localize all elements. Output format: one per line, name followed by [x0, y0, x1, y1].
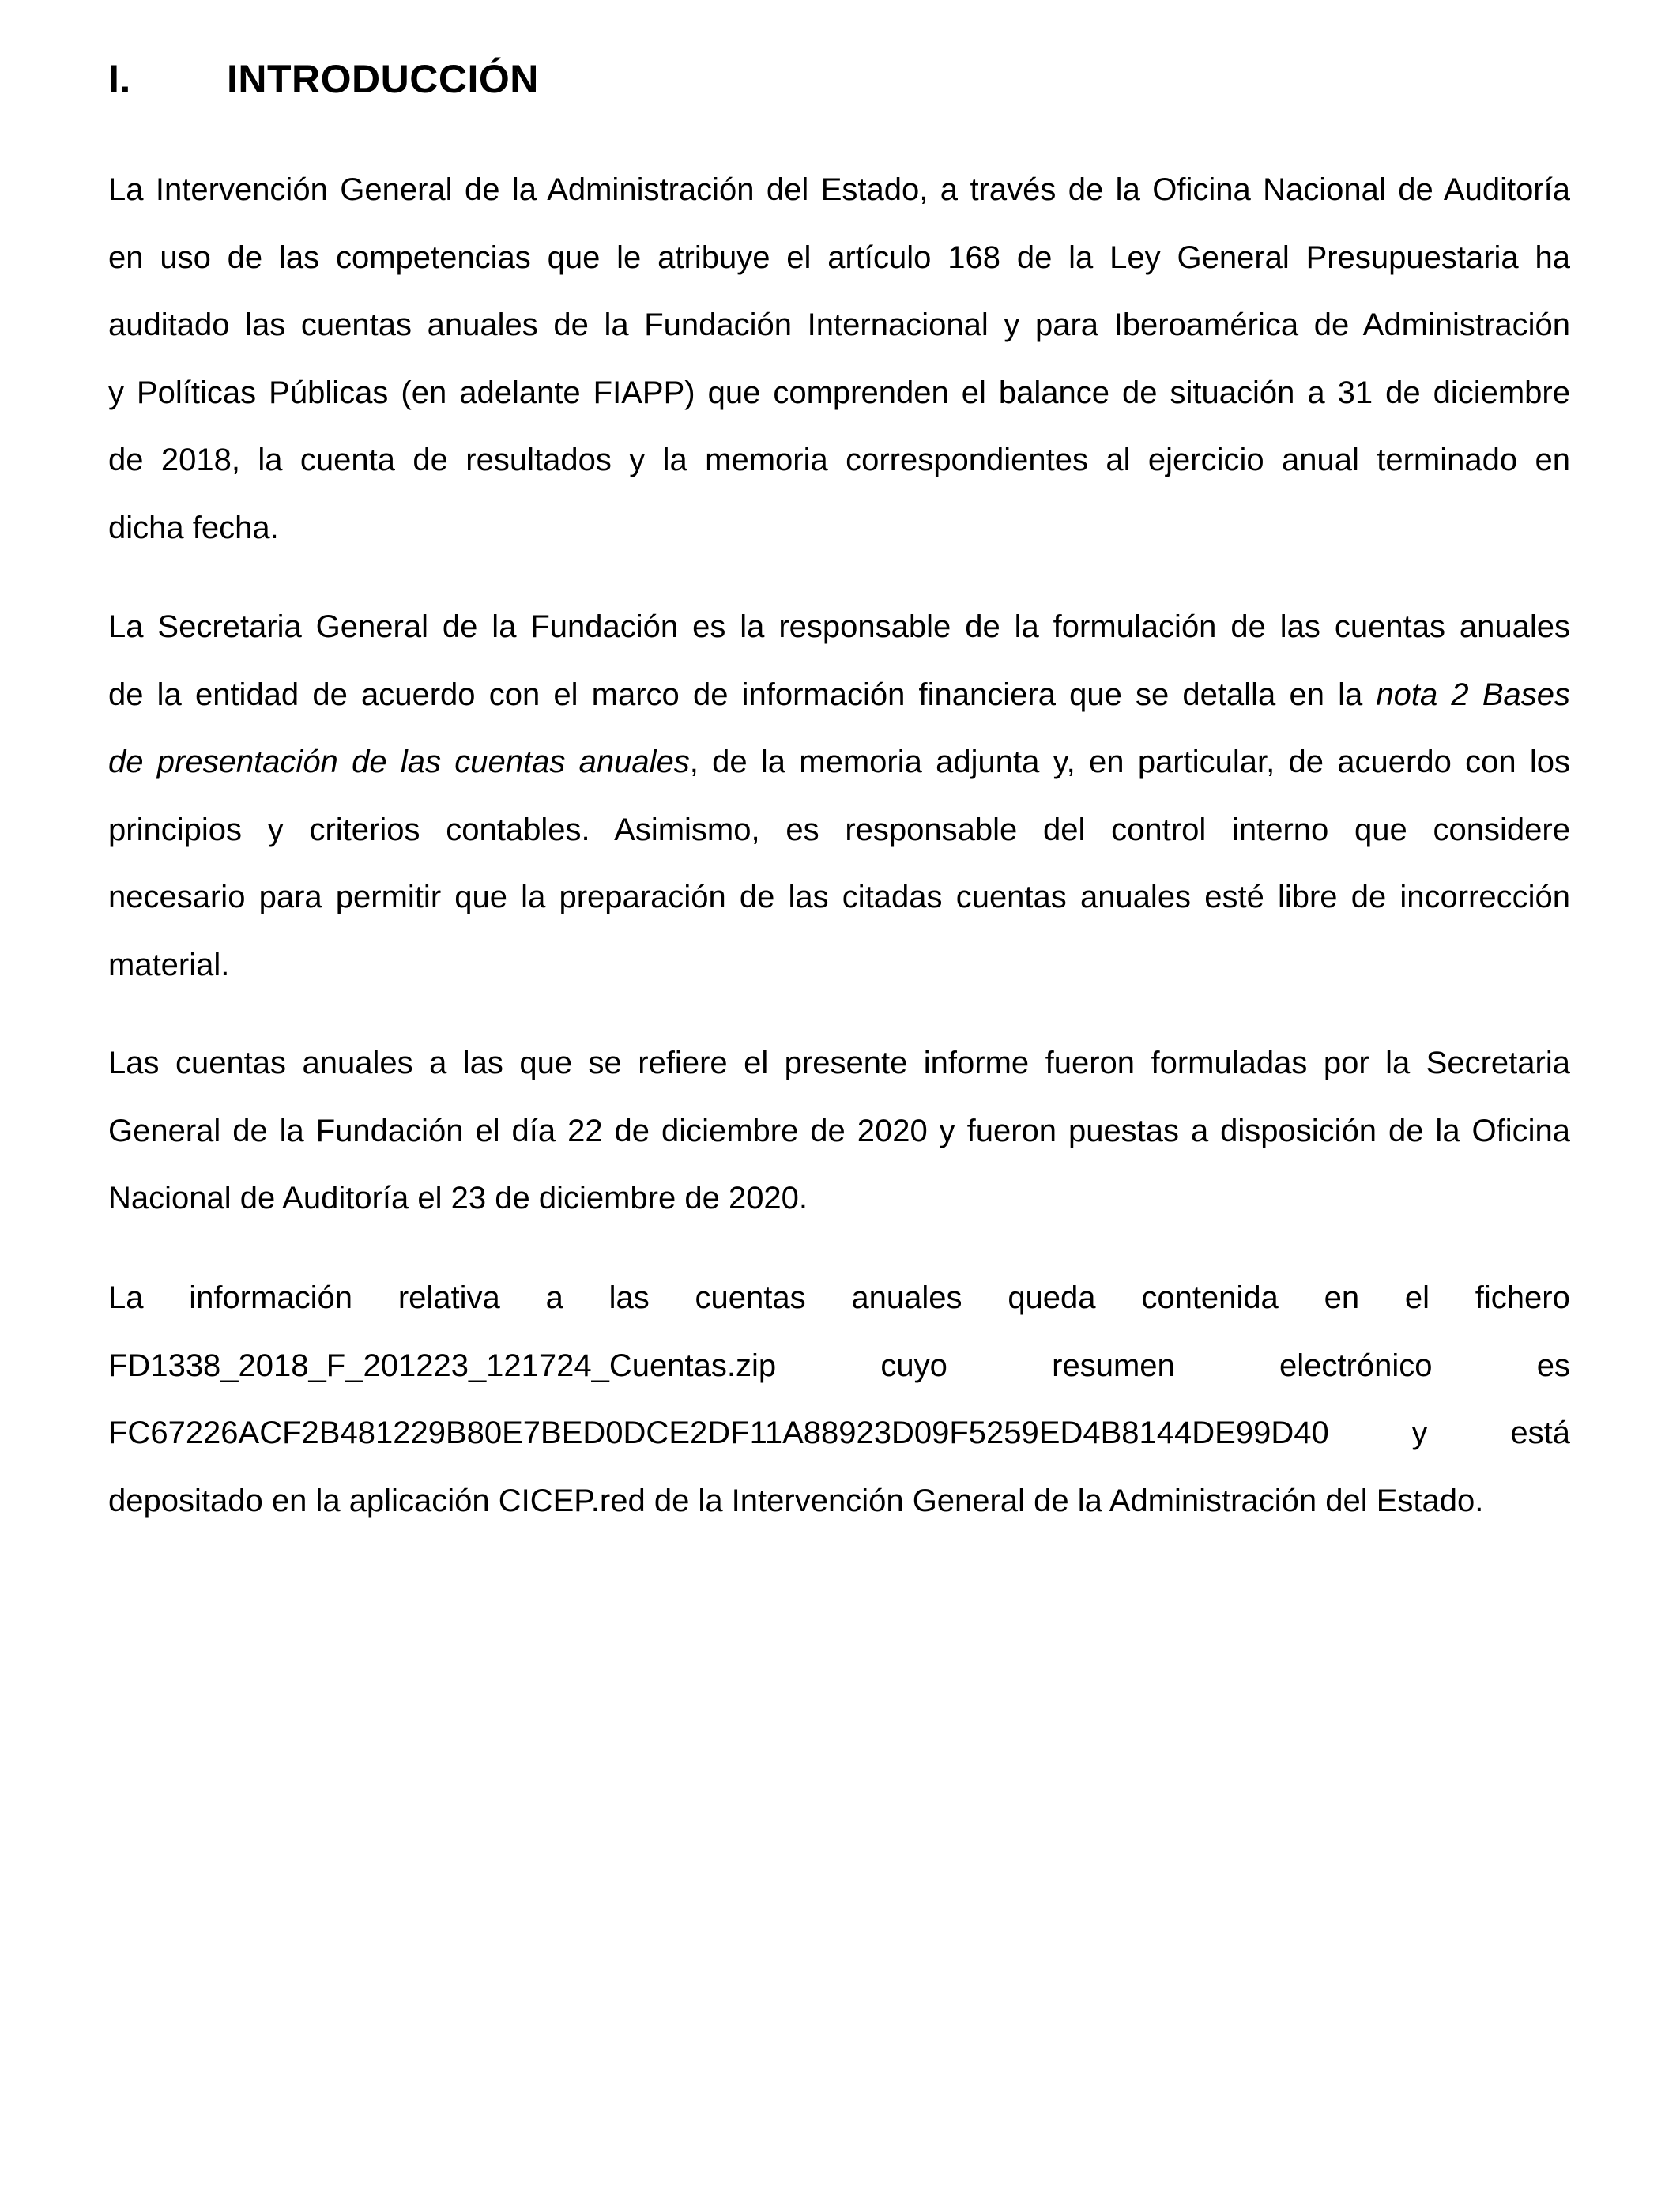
paragraph-line [108, 1333, 1570, 1400]
file-name: FD1338_2018_F_201223_121724_Cuentas.zip [108, 1348, 777, 1383]
paragraph-responsabilidad [108, 594, 1570, 999]
section-heading [108, 49, 539, 109]
word: a [545, 1280, 563, 1315]
word: las [608, 1280, 650, 1315]
word: cuentas [695, 1280, 806, 1315]
paragraph-line [108, 662, 1570, 729]
word: queda [1008, 1280, 1096, 1315]
word: anuales [851, 1280, 962, 1315]
word: La [108, 1280, 144, 1315]
paragraph-line: Nacional de Auditoría el 23 de diciembre de 2020. [108, 1181, 808, 1216]
word: es [1536, 1348, 1570, 1383]
word: relativa [397, 1280, 500, 1315]
file-hash: FC67226ACF2B481229B80E7BED0DCE2DF11A88923D09F5259ED4B8144DE99D40 [108, 1416, 1329, 1450]
paragraph-line [108, 1400, 1570, 1468]
paragraph-line: General de la Fundación el día 22 de diciembre de 2020 y fueron puestas a disposición de la Oficina [108, 1113, 1570, 1148]
italic-reference: de presentación de las cuentas anuales [108, 745, 690, 779]
paragraph-line: auditado las cuentas anuales de la Fundación Internacional y para Iberoamérica de Administración [108, 307, 1570, 342]
paragraph-line: Las cuentas anuales a las que se refiere el presente informe fueron formuladas por la Secretaria [108, 1046, 1570, 1080]
paragraph-line: dicha fecha. [108, 510, 279, 545]
paragraph-fichero [108, 1265, 1570, 1535]
word: resumen [1052, 1348, 1175, 1383]
word: fichero [1475, 1280, 1570, 1315]
paragraph-line: y Políticas Públicas (en adelante FIAPP) que comprenden el balance de situación a 31 de diciembre [108, 375, 1570, 410]
text-run: , de la memoria adjunta y, en particular, de acuerdo con los [689, 745, 1570, 779]
paragraph-line: principios y criterios contables. Asimismo, es responsable del control interno que considere [108, 812, 1570, 847]
italic-reference: nota 2 Bases [1376, 677, 1570, 712]
word: información [189, 1280, 353, 1315]
paragraph-line: en uso de las competencias que le atribuye el artículo 168 de la Ley General Presupuestaria ha [108, 239, 1570, 275]
paragraph-line: La Secretaria General de la Fundación es la responsable de la formulación de las cuentas anuales [108, 609, 1570, 644]
paragraph-line [108, 1265, 1570, 1333]
section-number: I. [108, 57, 131, 101]
paragraph-line: material. [108, 947, 230, 982]
word: contenida [1141, 1280, 1279, 1315]
word: electrónico [1279, 1348, 1433, 1383]
word: cuyo [880, 1348, 947, 1383]
paragraph-auditoria [108, 156, 1570, 562]
paragraph-line: La Intervención General de la Administración del Estado, a través de la Oficina Nacional de Auditoría [108, 172, 1570, 207]
text-run: de la entidad de acuerdo con el marco de información financiera que se detalla en la [108, 677, 1377, 712]
paragraph-line [108, 729, 1570, 797]
paragraph-line: depositado en la aplicación CICEP.red de la Intervención General de la Administración del Estado. [108, 1483, 1484, 1518]
word: el [1404, 1280, 1430, 1315]
word: y [1411, 1416, 1428, 1450]
paragraph-line: de 2018, la cuenta de resultados y la memoria correspondientes al ejercicio anual terminado en [108, 443, 1570, 477]
paragraph-formulacion [108, 1030, 1570, 1233]
section-title: INTRODUCCIÓN [227, 57, 539, 101]
word: en [1324, 1280, 1360, 1315]
word: está [1510, 1416, 1570, 1450]
paragraph-line: necesario para permitir que la preparación de las citadas cuentas anuales esté libre de incorrección [108, 880, 1570, 914]
